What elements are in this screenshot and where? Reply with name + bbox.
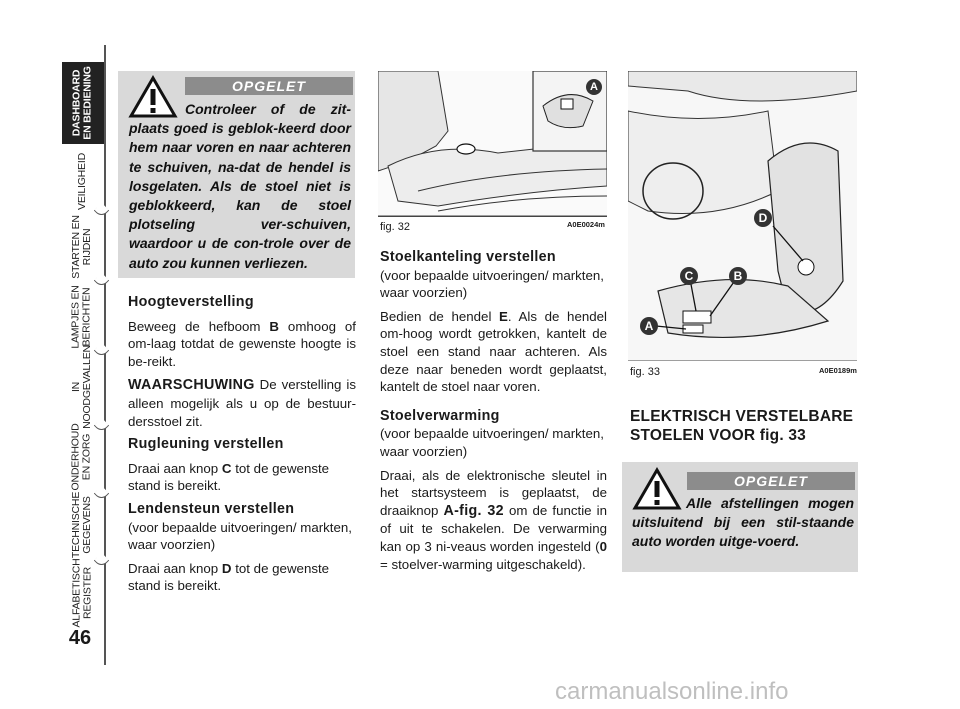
heading-height: Hoogteverstelling [128,294,254,310]
heading-backrest: Rugleuning verstellen [128,436,284,453]
paragraph-tilt: Bedien de hendel E. Als de hendel om-hoog wordt getrokken, kantelt de stoel een stand naar achteren. Als deze naar beneden wordt geplaatst, kantelt de stoel naar voren. [380,308,607,395]
tab-label: VEILIGHEID [75,152,88,210]
tab-veiligheid[interactable] [62,148,102,214]
warning-body: Alle afstellingen mogen uitsluitend bij een stil-staande auto worden uitge-voerd. [632,495,854,550]
callout-a: A [586,79,602,95]
warning-body: Controleer of de zit-plaats goed is geblok-keerd door hem naar voren en naar achteren te schuiven, na-dat de hendel is losgelaten. Als de stoel niet is geblokkeerd, kan de stoel plotseling ver-schuiven, waardoor u de con-trole over de auto zou kunnen verliezen. [129,101,351,271]
figure-33 [628,71,857,361]
callout-b: B [729,267,747,285]
paragraph-height: Beweeg de hefboom B omhoog of om-laag totdat de gewenste hoogte is be-reikt. [128,318,357,369]
column-left [128,294,356,595]
lumbar-note: (voor bepaalde uitvoeringen/ markten, waar voorzien) [128,519,352,553]
warning-text [129,100,351,273]
heat-note: (voor bepaalde uitvoeringen/ markten, waar voorzien) [380,426,604,459]
paragraph-heat: Draai, als de elektronische sleutel in het startsysteem is geplaatst, de draaiknop A-fig. 32 om de functie in of uit te schakelen. De verwarming kan op 3 ni-veaus worden ingesteld (0 = stoelver-warming uitgeschakeld). [380,467,607,572]
paragraph-lumbar: Draai aan knop D tot de gewenste stand is bereikt. [128,560,330,594]
tab-label: TECHNISCHE GEGEVENS [70,491,94,559]
tilt-note: (voor bepaalde uitvoeringen/ markten, waar voorzien) [380,267,604,301]
tab-label: ALFABETISCH REGISTER [70,558,93,628]
watermark: carmanualsonline.info [555,678,789,705]
tab-label: DASHBOARD EN BEDIENING [71,66,95,140]
callout-c: C [680,267,698,285]
callout-d: D [754,209,772,227]
seat-lever-illustration [378,71,607,216]
section-heading: ELEKTRISCH VERSTELBARE STOELEN VOOR fig. 33 [630,408,854,444]
figure-rule [378,216,607,217]
tab-label: LAMPJES EN BERICHTEN [70,285,94,349]
heading-tilt: Stoelkanteling verstellen [380,249,556,265]
sidebar-line [104,45,106,665]
column-middle [380,249,607,573]
figure-code: A0E0189m [819,366,857,375]
figure-caption: fig. 32 [380,221,410,233]
paragraph-warning: WAARSCHUWING De verstelling is alleen mogelijk als u op de bestuur-dersstoel zit. [128,377,356,429]
tab-label: STARTEN EN RIJDEN [70,215,94,279]
chapter-sidebar [0,0,108,709]
tab-noodgevallen[interactable] [62,345,102,429]
heading-lumbar: Lendensteun verstellen [128,500,295,517]
tab-lampjes[interactable] [62,284,102,350]
figure-code: A0E0024m [567,220,605,229]
warning-title: OPGELET [687,472,855,490]
tab-technische[interactable] [62,492,102,558]
warning-title: OPGELET [185,77,353,95]
tab-label: IN NOODGEVALLEN [70,345,94,429]
paragraph-backrest: Draai aan knop C tot de gewenste stand is bereikt. [128,460,330,494]
tab-register[interactable] [62,560,102,626]
figure-caption: fig. 33 [630,366,660,378]
tab-onderhoud[interactable] [62,424,102,490]
warning-box [622,462,858,572]
tab-dashboard[interactable] [62,62,104,144]
page-number: 46 [68,627,92,649]
warning-text [632,494,854,552]
heading-heat: Stoelverwarming [380,407,500,424]
figure-32 [378,71,607,216]
tab-starten[interactable] [62,214,102,280]
tab-label: ONDERHOUD EN ZORG [70,423,94,491]
callout-a: A [640,317,658,335]
electric-seat-illustration [628,71,857,361]
